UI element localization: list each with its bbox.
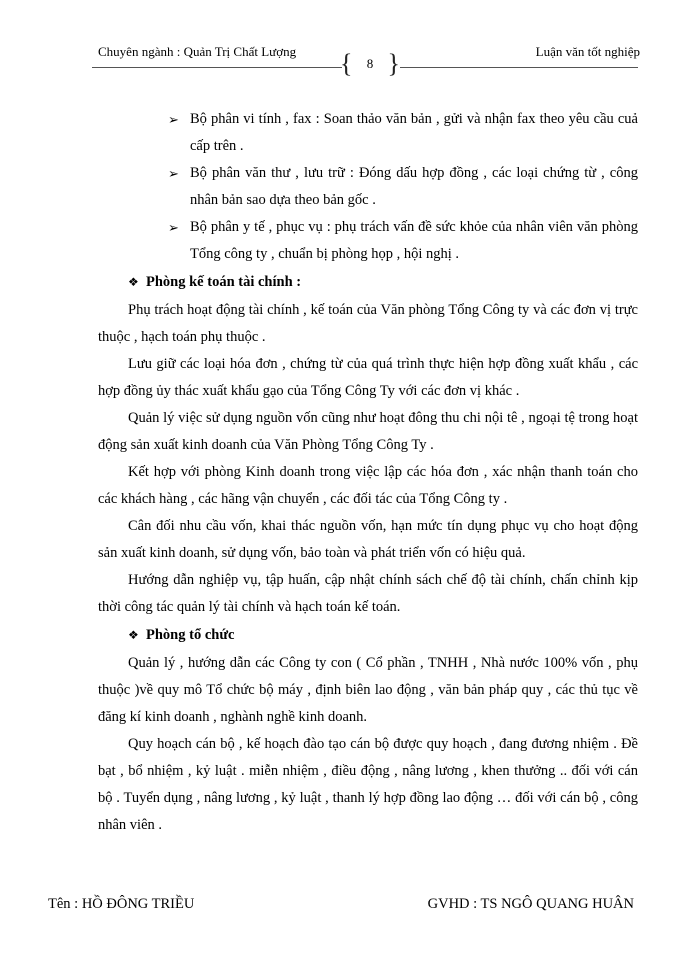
list-item-text: Bộ phân vi tính , fax : Soan thảo văn bản , gửi và nhận fax theo yêu cầu cuả cấp trên .: [190, 111, 638, 154]
footer-advisor: GVHD : TS NGÔ QUANG HUÂN: [427, 896, 634, 912]
header-specialization: Chuyên ngành : Quản Trị Chất Lượng: [98, 44, 297, 59]
header-thesis-label: Luận văn tốt nghiệp: [535, 44, 640, 59]
section-heading-text: Phòng tổ chức: [146, 627, 235, 643]
paragraph: Kết hợp với phòng Kinh doanh trong việc lập các hóa đơn , xác nhận thanh toán cho các khách hàng , các hãng vận chuyển , các đối tác của Tổng Công ty .: [98, 464, 638, 507]
arrow-bullet-icon: ➢: [168, 166, 179, 181]
diamond-bullet-icon: ❖: [128, 628, 139, 642]
brace-left-icon: {: [340, 49, 353, 78]
paragraph: Quản lý , hướng dẫn các Công ty con ( Cổ phần , TNHH , Nhà nước 100% vốn , phụ thuộc )về quy mô Tổ chức bộ máy , định biên lao động , văn bản pháp quy , các thủ tục về đăng kí kinh doanh , nghành nghề kinh doanh.: [98, 655, 638, 725]
page-header: [0, 0, 700, 90]
section-heading-accounting: [98, 269, 638, 296]
page-number-box: [340, 50, 400, 78]
list-item-text: Bộ phân y tế , phục vụ : phụ trách vấn đề sức khỏe của nhân viên văn phòng Tổng công ty , chuẩn bị phòng họp , hội nghị .: [190, 219, 638, 262]
paragraph: Lưu giữ các loại hóa đơn , chứng từ của quá trình thực hiện hợp đồng xuất khẩu , các hợp đồng ủy thác xuất khẩu gạo của Tổng Công Ty với các đơn vị khác .: [98, 356, 638, 399]
footer-author: Tên : HỒ ĐÔNG TRIỀU: [48, 896, 195, 912]
paragraph: Quy hoạch cán bộ , kế hoạch đào tạo cán bộ được quy hoạch , đang đương nhiệm . Đề bạt , bổ nhiệm , kỷ luật . miễn nhiệm , điều động , nâng lương , khen thưởng .. đối với cán bộ . Tuyển dụng , nâng lương , kỷ luật , thanh lý hợp đồng lao động … đối với cán bộ , công nhân viên .: [98, 736, 638, 833]
page-number: 8: [366, 56, 374, 71]
paragraph: Hướng dẫn nghiệp vụ, tập huấn, cập nhật chính sách chế độ tài chính, chấn chỉnh kịp thời công tác quản lý tài chính và hạch toán kế toán.: [98, 572, 638, 615]
list-item-text: Bộ phân văn thư , lưu trữ : Đóng dấu hợp đồng , các loại chứng từ , công nhân bản sao dựa theo bản gốc .: [190, 165, 638, 208]
header-rule-left: [92, 67, 342, 68]
list-item: [98, 160, 638, 214]
paragraph: Cân đối nhu cầu vốn, khai thác nguồn vốn, hạn mức tín dụng phục vụ cho hoạt động sản xuất kinh doanh, sử dụng vốn, bảo toàn và phát triển vốn có hiệu quả.: [98, 518, 638, 561]
paragraph: Phụ trách hoạt động tài chính , kế toán của Văn phòng Tổng Công ty và các đơn vị trực thuộc , hạch toán phụ thuộc .: [98, 302, 638, 345]
header-rule-right: [400, 67, 638, 68]
section-heading-organization: [98, 622, 638, 649]
document-body: [98, 106, 638, 839]
paragraph: Quản lý việc sử dụng nguồn vốn cũng như hoạt đông thu chi nội tê , ngoại tệ trong hoạt động sản xuất kinh doanh của Văn Phòng Tổng Công Ty .: [98, 410, 638, 453]
arrow-bullet-icon: ➢: [168, 112, 179, 127]
brace-right-icon: }: [387, 49, 400, 78]
list-item: [98, 106, 638, 160]
arrow-bullet-icon: ➢: [168, 220, 179, 235]
section-heading-text: Phòng kế toán tài chính :: [146, 274, 302, 290]
diamond-bullet-icon: ❖: [128, 275, 139, 289]
list-item: [98, 214, 638, 268]
